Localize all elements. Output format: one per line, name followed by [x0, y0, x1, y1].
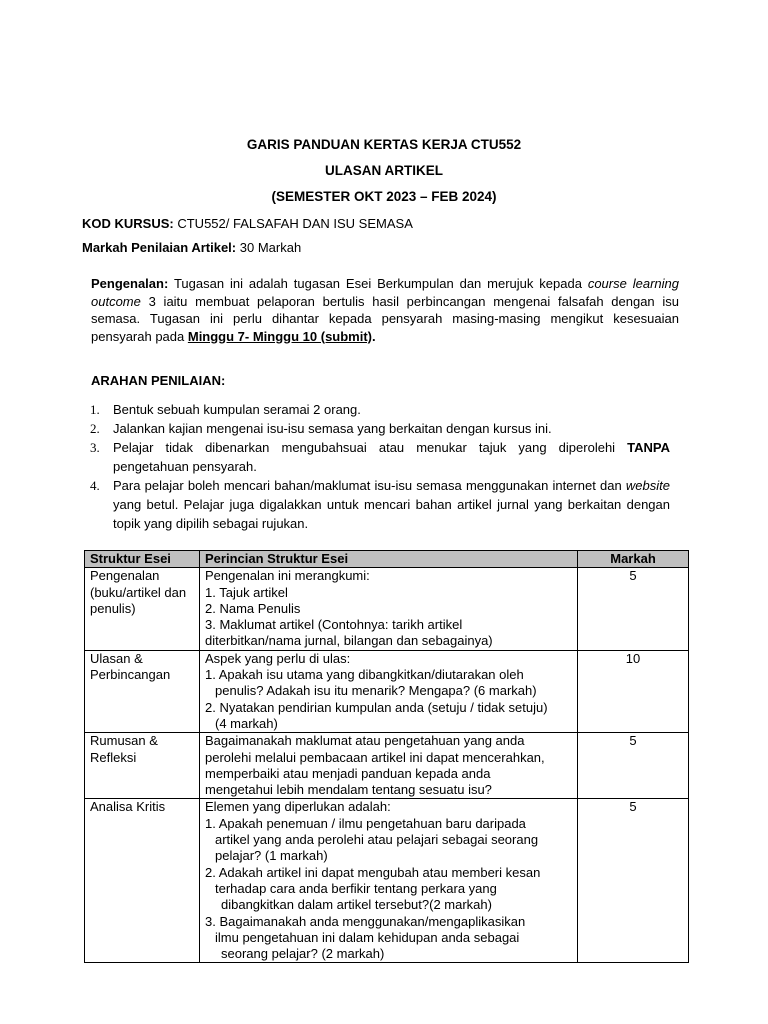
cell-line: 2. Adakah artikel ini dapat mengubah atau memberi kesan [205, 864, 541, 880]
detail-cell [200, 799, 578, 963]
instructions-heading: ARAHAN PENILAIAN: [91, 373, 226, 388]
structure-cell [85, 650, 200, 732]
list-bold: TANPA [627, 440, 670, 455]
instructions-list [85, 400, 670, 533]
cell-line: (buku/artikel dan [90, 584, 187, 600]
table-row [85, 568, 689, 650]
marks-line [82, 240, 301, 255]
rubric-table [84, 550, 689, 963]
list-text: pengetahuan pensyarah. [113, 459, 257, 474]
course-code-line [82, 216, 413, 231]
column-header: Struktur Esei [85, 551, 200, 568]
cell-line: Elemen yang diperlukan adalah: [205, 799, 391, 815]
detail-cell [200, 650, 578, 732]
cell-line: perolehi melalui pembacaan artikel ini dapat mencerahkan, [205, 749, 545, 765]
cell-line: 3. Bagaimanakah anda menggunakan/mengaplikasikan [205, 913, 526, 929]
intro-deadline: Minggu 7- Minggu 10 (submit) [187, 328, 373, 344]
column-header: Markah [578, 551, 689, 568]
structure-cell [85, 733, 200, 799]
detail-cell [200, 733, 578, 799]
title-line-1: GARIS PANDUAN KERTAS KERJA CTU552 [246, 137, 522, 152]
table-row [85, 733, 689, 799]
intro-text-a: Tugasan ini adalah tugasan Esei Berkumpulan dan merujuk kepada [168, 276, 588, 291]
cell-line: ilmu pengetahuan ini dalam kehidupan anda sebagai [215, 929, 520, 945]
cell-line: memperbaiki atau menjadi panduan kepada anda [205, 765, 491, 781]
cell-line: diterbitkan/nama jurnal, bilangan dan sebagainya) [205, 633, 493, 649]
table-row [85, 650, 689, 732]
cell-line: Aspek yang perlu di ulas: [205, 650, 351, 666]
marks-label: Markah Penilaian Artikel: [82, 240, 237, 255]
structure-cell [85, 799, 200, 963]
cell-line: terhadap cara anda berfikir tentang perkara yang [215, 880, 497, 896]
cell-line: penulis? Adakah isu itu menarik? Mengapa? (6 markah) [215, 683, 537, 699]
cell-line: mengetahui lebih mendalam tentang sesuatu isu? [205, 782, 492, 798]
course-code-label: KOD KURSUS: [82, 216, 174, 231]
list-text: Jalankan kajian mengenai isu-isu semasa yang berkaitan dengan kursus ini. [113, 421, 552, 436]
cell-line: Pengenalan ini merangkumi: [205, 568, 370, 584]
cell-line: 1. Apakah penemuan / ilmu pengetahuan baru daripada [205, 815, 526, 831]
cell-line: 2. Nama Penulis [205, 600, 301, 616]
cell-line: Refleksi [90, 749, 137, 765]
cell-line: penulis) [90, 600, 136, 616]
cell-line: Pengenalan [90, 568, 160, 584]
cell-line: (4 markah) [215, 715, 278, 731]
cell-line: Rumusan & [90, 733, 158, 749]
list-item [85, 476, 670, 533]
introduction-paragraph [91, 275, 679, 345]
cell-line: Ulasan & [90, 650, 143, 666]
cell-line: Bagaimanakah maklumat atau pengetahuan yang anda [205, 733, 525, 749]
cell-line: Perbincangan [90, 667, 171, 683]
intro-label: Pengenalan: [91, 276, 169, 291]
cell-line: 1. Tajuk artikel [205, 584, 288, 600]
course-code-value: CTU552/ FALSAFAH DAN ISU SEMASA [173, 216, 413, 231]
intro-end: . [372, 328, 376, 344]
list-number: 3. [90, 440, 100, 455]
marks-cell: 5 [578, 733, 689, 799]
marks-cell: 10 [578, 650, 689, 732]
list-number: 2. [90, 421, 100, 436]
cell-line: dibangkitkan dalam artikel tersebut?(2 markah) [221, 897, 492, 913]
table-row [85, 799, 689, 963]
detail-cell [200, 568, 578, 650]
list-italic: website [625, 478, 670, 493]
structure-cell [85, 568, 200, 650]
marks-cell: 5 [578, 799, 689, 963]
marks-value: 30 Markah [236, 240, 302, 255]
cell-line: 2. Nyatakan pendirian kumpulan anda (setuju / tidak setuju) [205, 699, 548, 715]
title-line-2: ULASAN ARTIKEL [325, 163, 443, 178]
list-text: yang betul. Pelajar juga digalakkan untuk mencari bahan artikel jurnal yang berkaitan dengan topik yang dipilih sebagai rujukan. [113, 497, 670, 531]
list-item [85, 400, 670, 419]
list-number: 1. [90, 402, 100, 417]
table-header-row [85, 551, 689, 568]
cell-line: Analisa Kritis [90, 799, 166, 815]
list-text: Pelajar tidak dibenarkan mengubahsuai atau menukar tajuk yang diperolehi [113, 440, 628, 455]
cell-line: pelajar? (1 markah) [215, 848, 328, 864]
cell-line: 3. Maklumat artikel (Contohnya: tarikh artikel [205, 617, 463, 633]
intro-italic: course learning outcome [91, 276, 679, 309]
list-text: Para pelajar boleh mencari bahan/maklumat isu-isu semasa menggunakan internet dan [113, 478, 626, 493]
cell-line: 1. Apakah isu utama yang dibangkitkan/diutarakan oleh [205, 667, 524, 683]
column-header: Perincian Struktur Esei [200, 551, 578, 568]
cell-line: seorang pelajar? (2 markah) [221, 946, 385, 962]
list-item [85, 438, 670, 476]
list-text: Bentuk sebuah kumpulan seramai 2 orang. [113, 402, 361, 417]
marks-cell: 5 [578, 568, 689, 650]
intro-text-b: 3 iaitu membuat pelaporan bertulis hasil perbincangan mengenai falsafah dengan isu semasa. Tugasan ini perlu dihantar kepada pensyarah masing-masing mengikut kesesuaian pensyarah pada [91, 293, 679, 344]
cell-line: artikel yang anda perolehi atau pelajari sebagai seorang [215, 832, 539, 848]
list-item [85, 419, 670, 438]
list-number: 4. [90, 478, 100, 493]
title-line-3: (SEMESTER OKT 2023 – FEB 2024) [271, 189, 497, 204]
